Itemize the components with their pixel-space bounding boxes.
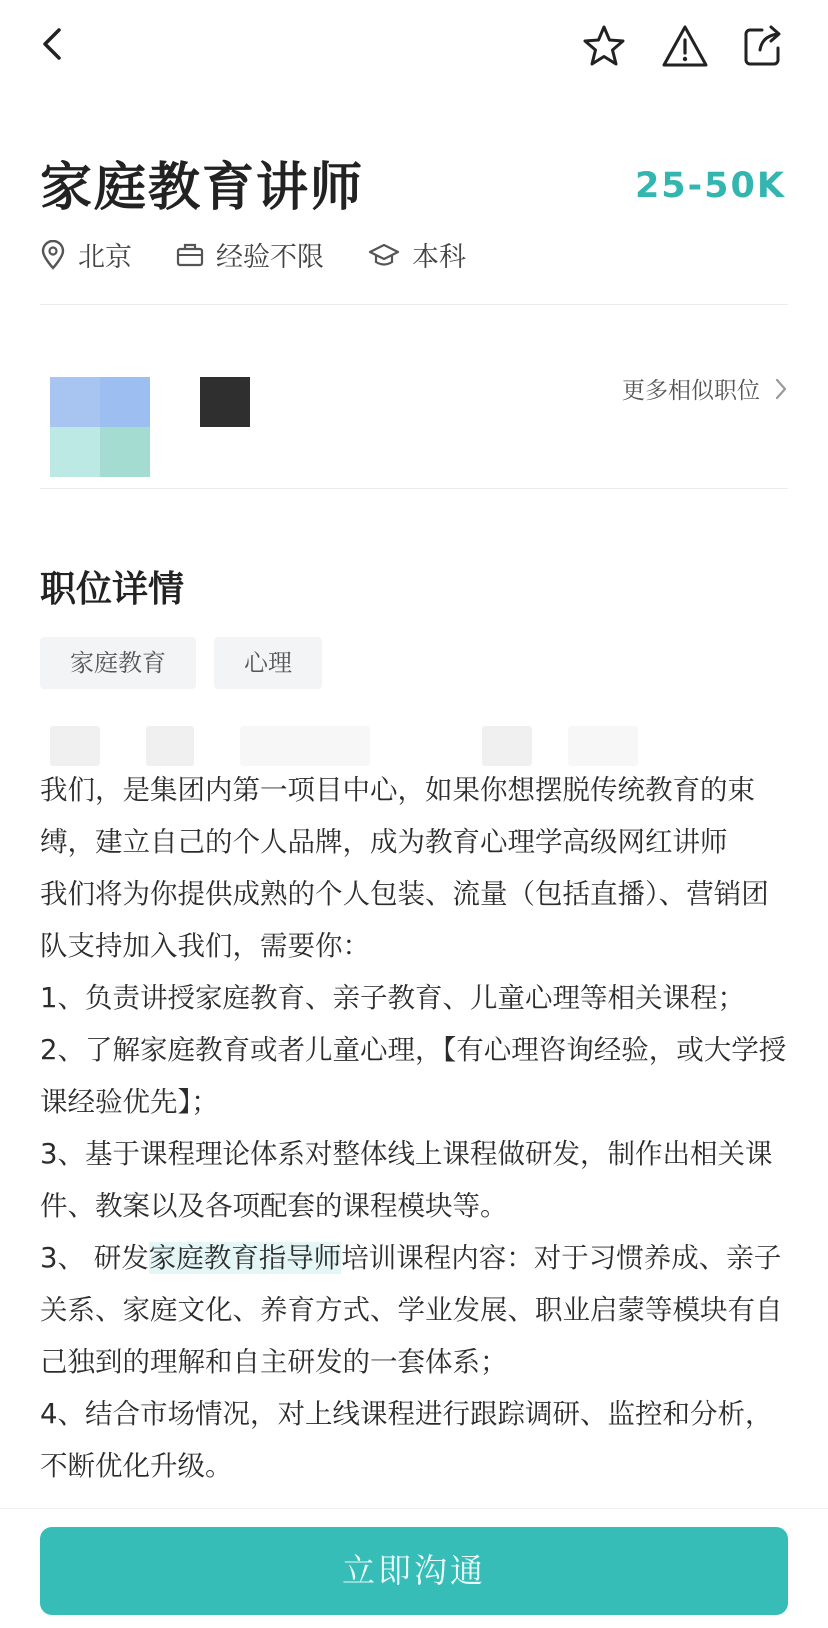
description-paragraph: 4、结合市场情况，对上线课程进行跟踪调研、监控和分析，不断优化升级。 [40, 1398, 773, 1482]
experience-label: 经验不限 [216, 242, 324, 273]
chevron-right-icon [774, 377, 788, 401]
back-button[interactable] [30, 22, 74, 66]
share-button[interactable] [740, 22, 786, 70]
tag-list [40, 637, 340, 689]
graduation-cap-icon [368, 242, 400, 268]
divider [40, 304, 788, 305]
divider [40, 488, 788, 489]
description-paragraph [40, 1232, 792, 1388]
warning-icon [661, 23, 709, 69]
more-similar-jobs-link[interactable] [622, 372, 788, 405]
redacted-line [40, 726, 788, 766]
top-bar [0, 0, 828, 95]
location-label: 北京 [78, 242, 132, 273]
chevron-left-icon [37, 24, 67, 64]
description-paragraph: 我们，是集团内第一项目中心，如果你想摆脱传统教育的束缚，建立自己的个人品牌，成为教育心理学高级网红讲师 [40, 774, 755, 858]
job-description [40, 764, 792, 1492]
favorite-button[interactable] [580, 22, 628, 70]
salary: 25-50K [634, 166, 786, 206]
education-label: 本科 [412, 242, 466, 273]
item-rest: 培训课程内容：对于习惯养成、亲子关系、家庭文化、养育方式、学业发展、职业启蒙等模块有自己独到的理解和自主研发的一套体系； [40, 1242, 783, 1378]
report-button[interactable] [660, 22, 710, 70]
education [368, 235, 466, 274]
star-icon [581, 23, 627, 69]
item-prefix: 3、 研发 [40, 1242, 149, 1274]
company-name-redacted[interactable] [200, 377, 250, 427]
more-similar-label: 更多相似职位 [622, 378, 760, 404]
job-meta [40, 235, 510, 274]
tag: 心理 [214, 637, 322, 689]
description-paragraph: 3、基于课程理论体系对整体线上课程做研发，制作出相关课件、教案以及各项配套的课程模块等。 [40, 1138, 773, 1222]
job-title: 家庭教育讲师 [40, 158, 365, 218]
briefcase-icon [176, 242, 204, 268]
chat-now-button[interactable]: 立即沟通 [40, 1527, 788, 1615]
share-icon [742, 24, 784, 68]
location [40, 235, 132, 274]
description-paragraph: 1、负责讲授家庭教育、亲子教育、儿童心理等相关课程； [40, 982, 745, 1014]
highlight-keyword[interactable]: 家庭教育指导师 [148, 1242, 342, 1274]
company-logo[interactable] [50, 377, 150, 477]
experience [176, 235, 324, 274]
section-title: 职位详情 [40, 569, 185, 610]
tag: 家庭教育 [40, 637, 196, 689]
description-paragraph: 2、了解家庭教育或者儿童心理，【有心理咨询经验，或大学授课经验优先】； [40, 1034, 787, 1118]
location-pin-icon [40, 240, 66, 270]
description-paragraph: 我们将为你提供成熟的个人包装、流量（包括直播）、营销团队支持加入我们，需要你： [40, 878, 769, 962]
